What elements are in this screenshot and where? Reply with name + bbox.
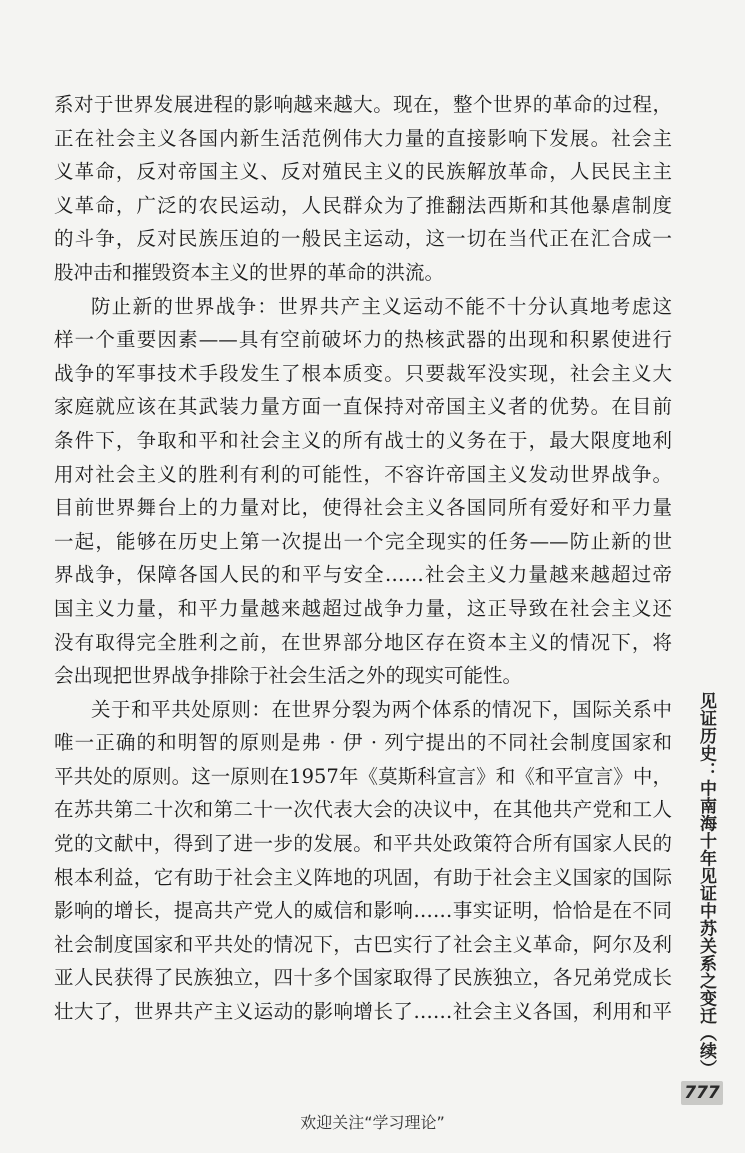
text-line: 没有取得完全胜利之前，在世界部分地区存在资本主义的情况下，将 (54, 630, 672, 654)
text-line: 股冲击和摧毁资本主义的世界的革命的洪流。 (54, 260, 445, 284)
text-line: 防止新的世界战争：世界共产主义运动不能不十分认真地考虑这 (91, 294, 672, 318)
text-line: 义革命，广泛的农民运动，人民群众为了推翻法西斯和其他暴虐制度 (54, 193, 672, 217)
text-line: 党的文献中，得到了进一步的发展。和平共处政策符合所有国家人民的 (54, 832, 672, 856)
text-line: 在苏共第二十次和第二十一次代表大会的决议中，在其他共产党和工人 (54, 798, 672, 822)
footer-note: 欢迎关注“学习理论” (300, 1113, 445, 1132)
text-line: 关于和平共处原则：在世界分裂为两个体系的情况下，国际关系中 (91, 697, 672, 721)
page-number: 777 (681, 1081, 723, 1105)
body-text (54, 88, 672, 1029)
text-line: 平共处的原则。这一原则在1957年《莫斯科宣言》和《和平宣言》中， (54, 764, 672, 788)
text-line: 根本利益，它有助于社会主义阵地的巩固，有助于社会主义国家的国际 (54, 865, 672, 889)
text-line: 唯一正确的和明智的原则是弗 · 伊 · 列宁提出的不同社会制度国家和 (54, 731, 672, 755)
running-title: 见证历史：中南海十年见证中苏关系之变迁（续） (696, 692, 716, 1077)
text-line: 样一个重要因素——具有空前破坏力的热核武器的出现和积累使进行 (54, 328, 672, 352)
text-line: 亚人民获得了民族独立，四十多个国家取得了民族独立，各兄弟党成长 (54, 966, 672, 990)
text-line: 正在社会主义各国内新生活范例伟大力量的直接影响下发展。社会主 (54, 126, 672, 150)
text-line: 系对于世界发展进程的影响越来越大。现在，整个世界的革命的过程， (54, 93, 672, 116)
text-line: 用对社会主义的胜利有利的可能性，不容许帝国主义发动世界战争。 (54, 462, 672, 486)
text-line: 一起，能够在历史上第一次提出一个完全现实的任务——防止新的世 (54, 529, 672, 553)
text-line: 界战争，保障各国人民的和平与安全……社会主义力量越来越超过帝 (54, 563, 672, 587)
text-line: 影响的增长，提高共产党人的威信和影响……事实证明，恰恰是在不同 (54, 899, 672, 923)
text-line: 义革命，反对帝国主义、反对殖民主义的民族解放革命，人民民主主 (54, 160, 672, 184)
text-line: 的斗争，反对民族压迫的一般民主运动，这一切在当代正在汇合成一 (54, 227, 672, 251)
text-line: 国主义力量，和平力量越来越超过战争力量，这正导致在社会主义还 (54, 596, 672, 620)
text-line: 壮大了，世界共产主义运动的影响增长了……社会主义各国，利用和平 (54, 1000, 672, 1024)
text-line: 条件下，争取和平和社会主义的所有战士的义务在于，最大限度地利 (54, 428, 672, 452)
text-line: 社会制度国家和平共处的情况下，古巴实行了社会主义革命，阿尔及利 (54, 932, 672, 956)
text-line: 会出现把世界战争排除于社会生活之外的现实可能性。 (54, 664, 523, 688)
text-line: 目前世界舞台上的力量对比，使得社会主义各国同所有爱好和平力量 (54, 496, 672, 520)
text-line: 家庭就应该在其武装力量方面一直保持对帝国主义者的优势。在目前 (54, 395, 672, 419)
text-line: 战争的军事技术手段发生了根本质变。只要裁军没实现，社会主义大 (54, 361, 672, 385)
